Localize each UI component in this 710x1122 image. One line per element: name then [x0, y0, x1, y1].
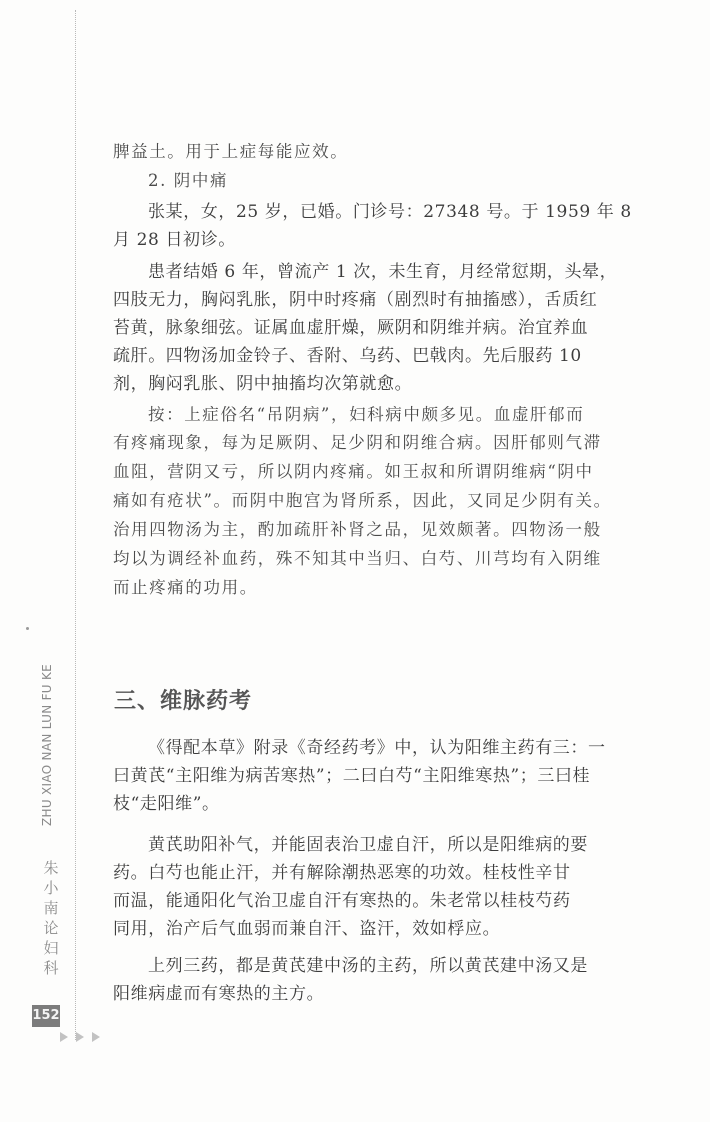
text-line: 黄芪助阳补气，并能固表治卫虚自汗，所以是阳维病的要	[148, 835, 588, 855]
text-line: 上列三药，都是黄芪建中汤的主药，所以黄芪建中汤又是	[148, 956, 588, 976]
text-line: 阳维病虚而有寒热的主方。	[113, 984, 325, 1004]
text-line: 同用，治产后气血弱而兼自汗、盗汗，效如桴应。	[113, 919, 501, 939]
arrow-right-icon	[92, 1032, 100, 1042]
text-line: 痛如有疮状”。而阴中胞宫为肾所系，因此，又同足少阴有关。	[113, 491, 612, 510]
text-line: 均以为调经补血药，殊不知其中当归、白芍、川芎均有入阴维	[113, 549, 602, 568]
text-line: 血阻，营阴又亏，所以阴内疼痛。如王叔和所谓阴维病“阴中	[113, 462, 594, 481]
running-head-char: 妇	[43, 939, 59, 957]
arrow-right-icon	[60, 1032, 68, 1042]
text-line: 按：上症俗名“吊阴病”，妇科病中颇多见。血虚肝郁而	[148, 405, 585, 424]
text-line: 脾益土。用于上症每能应效。	[113, 142, 349, 161]
text-line: 而止疼痛的功用。	[113, 578, 258, 597]
running-head-char: 科	[43, 959, 59, 977]
text-line: 曰黄芪“主阳维为病苦寒热”；二曰白芍“主阳维寒热”；三曰桂	[113, 766, 591, 786]
running-head-char: 小	[43, 879, 59, 897]
text-line: 枝“走阳维”。	[113, 794, 220, 814]
text-line: 患者结婚 6 年，曾流产 1 次，未生育，月经常愆期，头晕，	[148, 262, 618, 282]
text-line: 月 28 日初诊。	[113, 230, 236, 250]
running-head-chinese	[43, 858, 59, 978]
running-head-char: 朱	[43, 859, 59, 877]
section-heading: 三、维脉药考	[114, 689, 253, 714]
text-line: 四肢无力，胸闷乳胀，阴中时疼痛（剧烈时有抽搐感），舌质红	[113, 290, 598, 310]
text-line: 有疼痛现象，每为足厥阴、足少阴和阴维合病。因肝郁则气滞	[113, 433, 602, 452]
text-line: 治用四物汤为主，酌加疏肝补肾之品，见效颇著。四物汤一般	[113, 520, 602, 539]
margin-dotted-rule	[75, 10, 76, 1040]
text-line: 疏肝。四物汤加金铃子、香附、乌药、巴戟肉。先后服药 10	[113, 346, 582, 366]
running-head-pinyin-text: ZHU XIAO NAN LUN FU KE	[40, 663, 54, 826]
text-line: 而温，能通阳化气治卫虚自汗有寒热的。朱老常以桂枝芍药	[113, 891, 571, 911]
text-line: 剂，胸闷乳胀、阴中抽搐均次第就愈。	[113, 374, 413, 394]
text-line: 药。白芍也能止汗，并有解除潮热恶寒的功效。桂枝性辛甘	[113, 863, 571, 883]
page-number-badge: 152	[32, 1005, 60, 1027]
text-line: 2. 阴中痛	[148, 171, 229, 190]
running-head-char: 南	[43, 899, 59, 917]
arrow-right-icon	[76, 1032, 84, 1042]
text-line: 张某，女，25 岁，已婚。门诊号：27348 号。于 1959 年 8	[148, 202, 632, 222]
text-line: 《得配本草》附录《奇经药考》中，认为阳维主药有三：一	[148, 738, 606, 758]
page-nav-arrows	[60, 1032, 100, 1042]
scan-speck	[26, 627, 29, 630]
text-line: 苔黄，脉象细弦。证属血虚肝燥，厥阴和阴维并病。治宜养血	[113, 318, 589, 338]
running-head-char: 论	[43, 919, 59, 937]
